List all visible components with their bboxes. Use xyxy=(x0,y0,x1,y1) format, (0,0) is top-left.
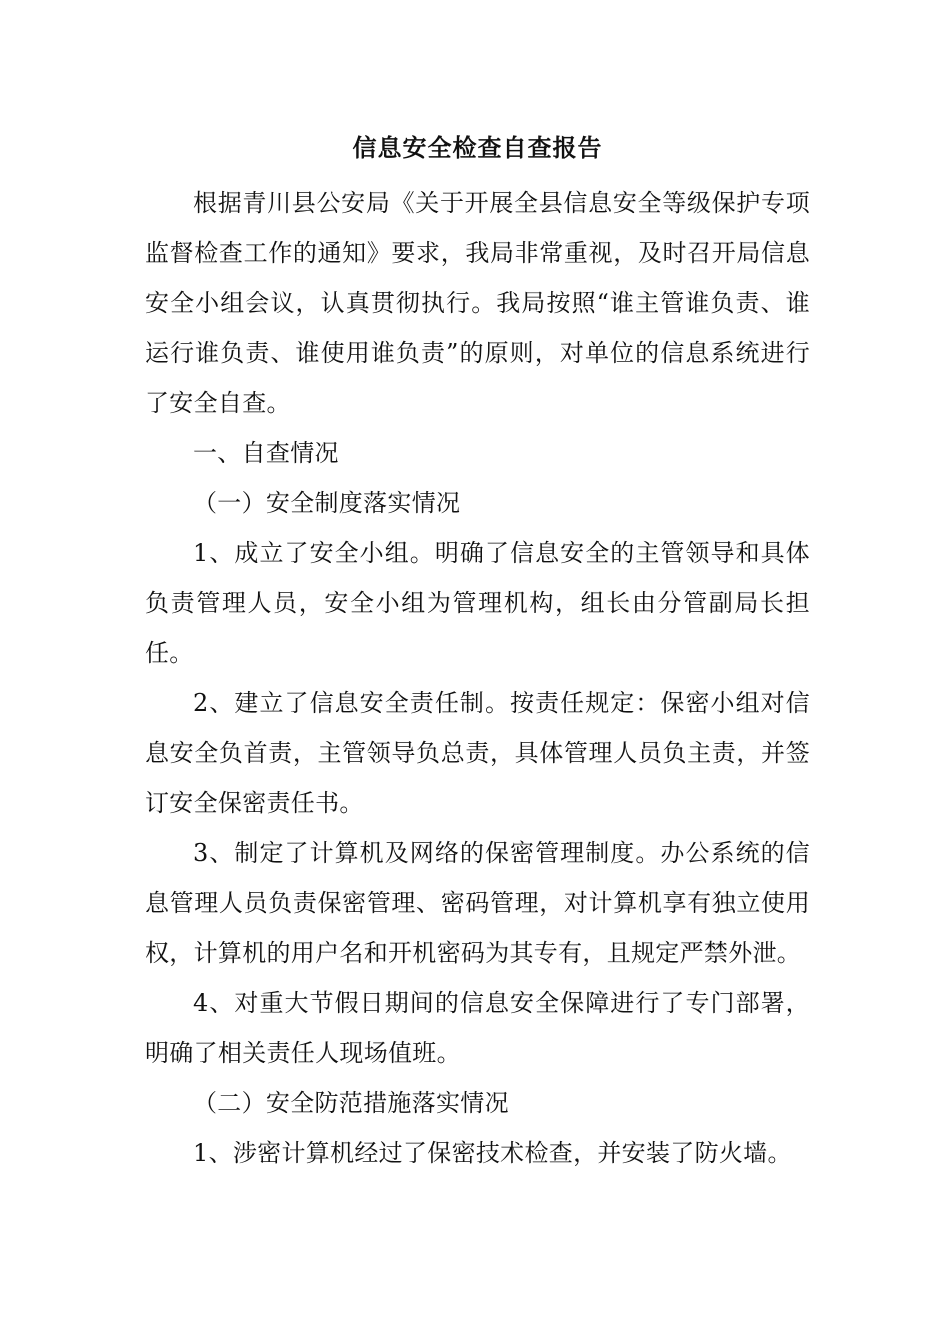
section-heading-self-check: 一、自查情况 xyxy=(193,439,339,467)
policy-item-3: 3、制定了计算机及网络的保密管理制度。办公系统的信息管理人员负责保密管理、密码管理，对计算机享有独立使用权，计算机的用户名和开机密码为其专有，且规定严禁外泄。 xyxy=(145,839,810,967)
policy-item-1: 1、成立了安全小组。明确了信息安全的主管领导和具体负责管理人员，安全小组为管理机构，组长由分管副局长担任。 xyxy=(145,539,810,667)
policy-item-4: 4、对重大节假日期间的信息安全保障进行了专门部署，明确了相关责任人现场值班。 xyxy=(145,989,810,1067)
document-title: 信息安全检查自查报告 xyxy=(352,134,603,162)
subsection-heading-policy: （一）安全制度落实情况 xyxy=(193,489,461,517)
subsection-heading-measures: （二）安全防范措施落实情况 xyxy=(193,1089,509,1117)
document-body xyxy=(145,128,810,1178)
measures-item-1: 1、涉密计算机经过了保密技术检查，并安装了防火墙。 xyxy=(193,1139,792,1167)
policy-item-2: 2、建立了信息安全责任制。按责任规定：保密小组对信息安全负首责，主管领导负总责，具体管理人员负主责，并签订安全保密责任书。 xyxy=(145,689,810,817)
intro-paragraph: 根据青川县公安局《关于开展全县信息安全等级保护专项监督检查工作的通知》要求，我局非常重视，及时召开局信息安全小组会议，认真贯彻执行。我局按照“谁主管谁负责、谁运行谁负责、谁使用谁负责”的原则，对单位的信息系统进行了安全自查。 xyxy=(145,189,810,417)
